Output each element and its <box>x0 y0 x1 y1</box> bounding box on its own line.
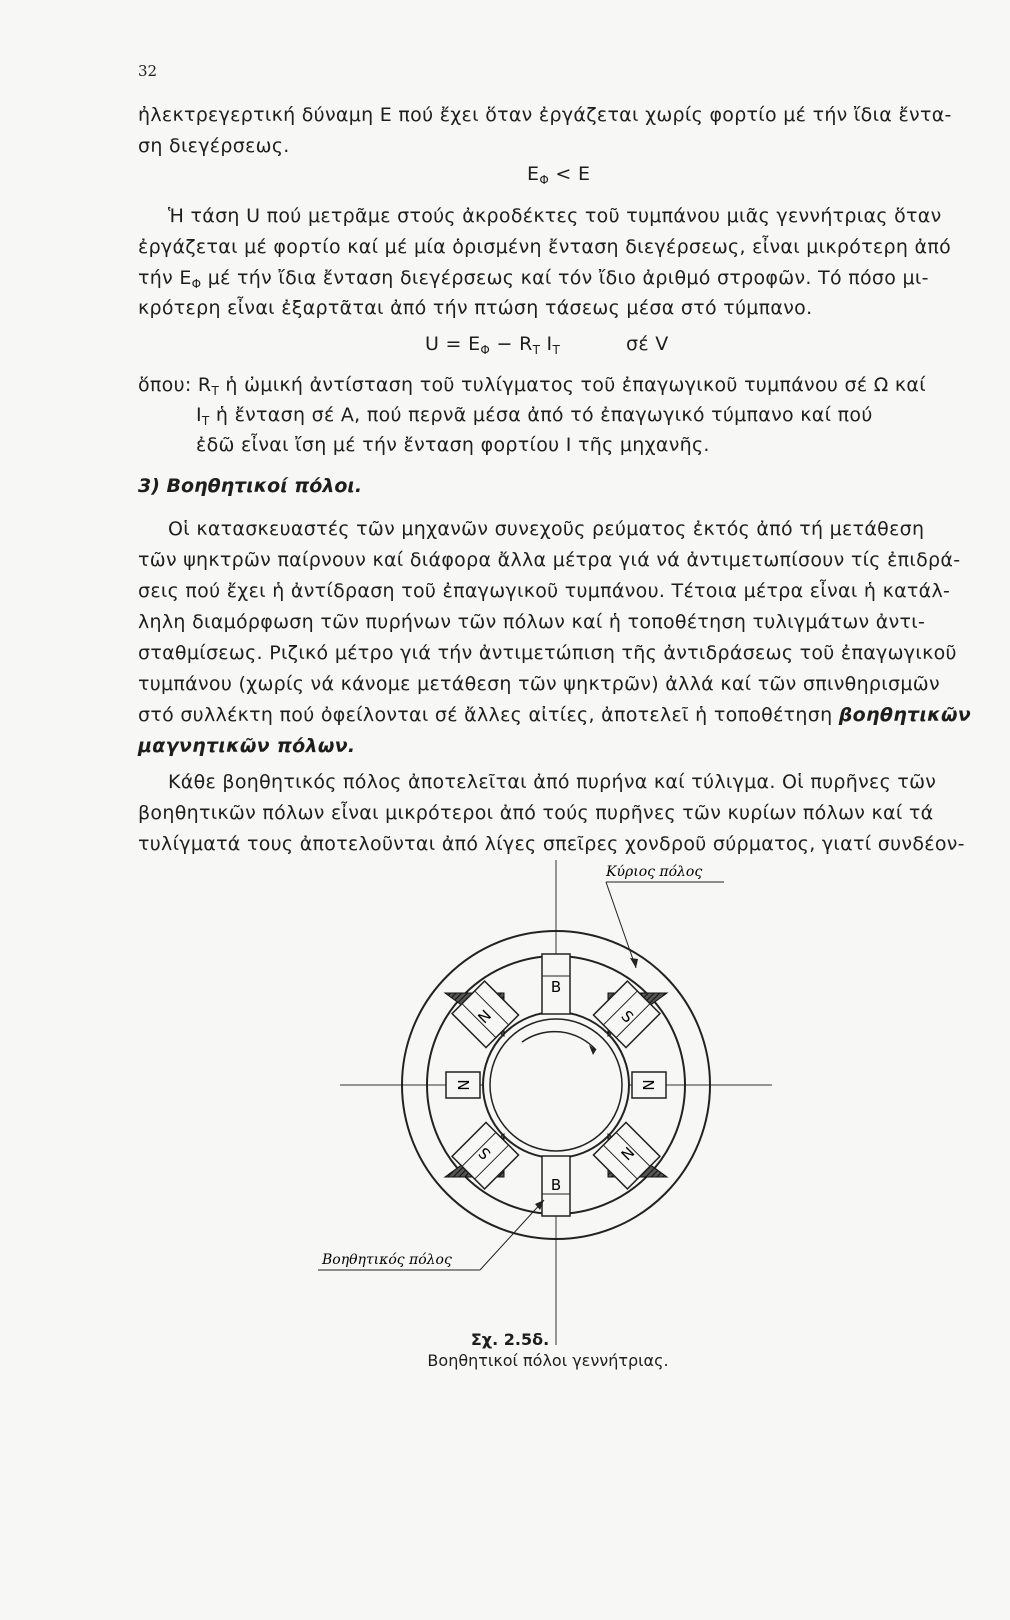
paragraph-2-line-3-sub: Φ <box>191 277 202 291</box>
formula-2-unit: σέ V <box>626 333 669 355</box>
auxiliary-poles-diagram <box>300 860 800 1620</box>
paragraph-2-line-3 <box>138 267 929 291</box>
label-n-right: N <box>639 1079 657 1091</box>
paragraph-3-line-4: ληλη διαμόρφωση τῶν πυρήνων τῶν πόλων καί ἡ τοποθέτηση τυλιγμάτων ἀντι- <box>138 611 926 633</box>
definition-where-sub: T <box>211 384 220 398</box>
paragraph-3-line-7 <box>138 704 971 726</box>
paragraph-2-line-1: Ἡ τάση U πού μετρᾶμε στούς ἀκροδέκτες τοῦ τυμπάνου μιᾶς γεννήτριας ὅταν <box>168 205 942 227</box>
label-s-bottom-left: S <box>474 1143 495 1164</box>
formula-1-lhs: E <box>527 163 540 185</box>
definition-i-sub: T <box>201 414 210 428</box>
figure-caption-title: Σχ. 2.5δ. <box>470 1330 550 1349</box>
label-auxiliary-pole: Βοηθητικός πόλος <box>322 1252 452 1268</box>
figure-caption-text: Βοηθητικοί πόλοι γεννήτριας. <box>427 1351 669 1370</box>
formula-2-i: I <box>540 333 553 355</box>
formula-2-sub-phi: Φ <box>480 343 491 357</box>
definition-resistance <box>138 374 926 398</box>
paragraph-3-line-7-pre: στό συλλέκτη πού ὀφείλονται σέ ἄλλες αἰτίες, ἀποτελεῖ ἡ τοποθέτηση <box>138 704 839 726</box>
paragraph-4-line-3: τυλίγματά τους ἀποτελοῦνται ἀπό λίγες σπεῖρες χονδροῦ σύρματος, γιατί συνδέον- <box>138 833 965 855</box>
definition-r-text: ἡ ὠμική ἀντίσταση τοῦ τυλίγματος τοῦ ἐπαγωγικοῦ τυμπάνου σέ Ω καί <box>219 374 926 396</box>
paragraph-1-line-2: ση διεγέρσεως. <box>138 135 290 157</box>
label-b-bottom: B <box>550 1176 562 1194</box>
label-n-left: N <box>455 1079 473 1091</box>
formula-voltage-drop <box>425 333 560 357</box>
armature-outer-circle <box>483 1012 629 1158</box>
definition-current-line-2: ἐδῶ εἶναι ἴση μέ τήν ἔνταση φορτίου I τῆς μηχανῆς. <box>196 434 710 456</box>
paragraph-3-line-5: σταθμίσεως. Ριζικό μέτρο γιά τήν ἀντιμετώπιση τῆς ἀντιδράσεως τοῦ ἐπαγωγικοῦ <box>138 642 957 664</box>
paragraph-3-line-7-bold: βοηθητικῶν <box>838 704 972 726</box>
paragraph-3-line-1: Οἱ κατασκευαστές τῶν μηχανῶν συνεχοῦς ρεύματος ἐκτός ἀπό τή μετάθεση <box>168 518 925 540</box>
formula-e-phi-less-e <box>527 163 590 187</box>
label-n-top-left: N <box>474 1006 496 1028</box>
label-n-bottom-right: N <box>616 1142 638 1164</box>
definition-where: ὅπου: R <box>138 374 212 396</box>
formula-2-minus: − R <box>490 333 533 355</box>
paragraph-3-line-3: σεις πού ἔχει ἡ ἀντίδραση τοῦ ἐπαγωγικοῦ τυμπάνου. Τέτοια μέτρα εἶναι ἡ κατάλ- <box>138 580 951 602</box>
paragraph-2-line-3-post: μέ τήν ἴδια ἔνταση διεγέρσεως καί τόν ἴδιο ἀριθμό στροφῶν. Τό πόσο μι- <box>201 267 929 289</box>
main-pole-leader-arrow <box>630 958 638 968</box>
formula-2-u: U = E <box>425 333 481 355</box>
definition-i-text: ἡ ἔνταση σέ Α, πού περνᾶ μέσα ἀπό τό ἐπαγωγικό τύμπανο καί πού <box>209 404 873 426</box>
label-main-pole: Κύριος πόλος <box>606 864 703 880</box>
paragraph-4-line-1: Κάθε βοηθητικός πόλος ἀποτελεῖται ἀπό πυρήνα καί τύλιγμα. Οἱ πυρῆνες τῶν <box>168 771 937 793</box>
label-b-top: B <box>550 978 562 996</box>
paragraph-3-line-8: μαγνητικῶν πόλων. <box>138 735 356 757</box>
paragraph-3-line-2: τῶν ψηκτρῶν παίρνουν καί διάφορα ἄλλα μέτρα γιά νά ἀντιμετωπίσουν τίς ἐπιδρά- <box>138 549 961 571</box>
formula-1-sub: Φ <box>539 173 550 187</box>
paragraph-2-line-4: κρότερη εἶναι ἐξαρτᾶται ἀπό τήν πτώση τάσεως μέσα στό τύμπανο. <box>138 297 813 319</box>
paragraph-1-line-1: ἠλεκτρεγερτική δύναμη Ε πού ἔχει ὅταν ἐργάζεται χωρίς φορτίο μέ τήν ἴδια ἔντα- <box>138 104 952 126</box>
main-pole-leader-line <box>606 882 636 968</box>
section-heading: 3) Βοηθητικοί πόλοι. <box>138 475 363 497</box>
label-s-top-right: S <box>617 1006 638 1027</box>
definition-i-pre: I <box>196 404 202 426</box>
paragraph-2-line-2: ἐργάζεται μέ φορτίο καί μέ μία ὁρισμένη ἔνταση διεγέρσεως, εἶναι μικρότερη ἀπό <box>138 236 952 258</box>
page-number: 32 <box>138 62 158 80</box>
formula-2-sub-t1: T <box>532 343 541 357</box>
aux-pole-leader-line <box>480 1200 544 1270</box>
paragraph-2-line-3-pre: τήν E <box>138 267 192 289</box>
paragraph-3-line-6: τυμπάνου (χωρίς νά κάνομε μετάθεση τῶν ψηκτρῶν) ἀλλά καί τῶν σπινθηρισμῶν <box>138 673 940 695</box>
formula-1-rest: < E <box>549 163 591 185</box>
paragraph-4-line-2: βοηθητικῶν πόλων εἶναι μικρότεροι ἀπό τούς πυρῆνες τῶν κυρίων πόλων καί τά <box>138 802 934 824</box>
formula-2-sub-t2: T <box>552 343 561 357</box>
definition-current <box>196 404 873 428</box>
